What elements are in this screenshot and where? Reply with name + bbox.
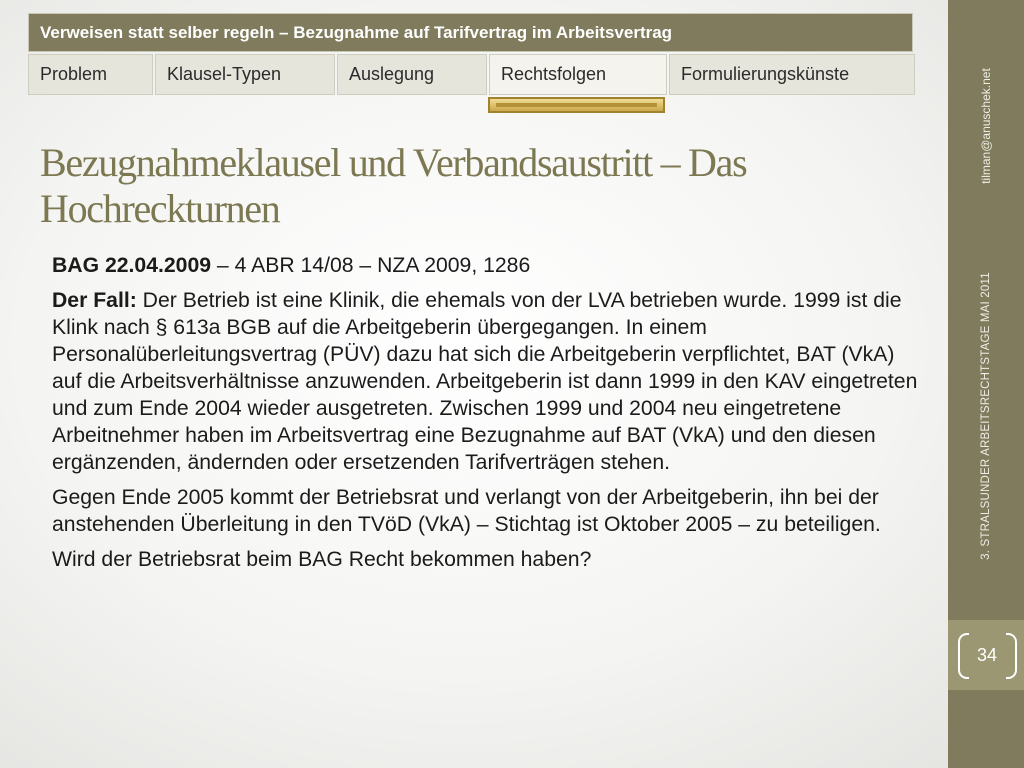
citation-reference: – 4 ABR 14/08 – NZA 2009, 1286 (211, 254, 531, 277)
author-email: tilman@anuschek.net (979, 68, 993, 184)
active-tab-indicator (488, 97, 665, 113)
tab-auslegung[interactable]: Auslegung (337, 54, 487, 95)
tab-klausel-typen[interactable]: Klausel-Typen (155, 54, 335, 95)
event-footer: 3. STRALSUNDER ARBEITSRECHTSTAGE MAI 2011 (980, 272, 992, 560)
nav-tabs (28, 54, 915, 95)
slide-title: Bezugnahmeklausel und Verbandsaustritt – Das Hochreckturnen (40, 140, 747, 231)
paragraph-works-council: Gegen Ende 2005 kommt der Betriebsrat und verlangt von der Arbeitgeberin, ihn bei der anstehenden Überleitung in den TVöD (VkA) – Stichtag ist Oktober 2005 – zu beteiligen. (52, 486, 881, 536)
tab-problem[interactable]: Problem (28, 54, 153, 95)
tab-formulierungskuenste[interactable]: Formulierungskünste (669, 54, 915, 95)
case-label: Der Fall: (52, 289, 137, 312)
case-paragraph (52, 287, 922, 476)
citation (52, 252, 922, 279)
nav-header: Verweisen statt selber regeln – Bezugnahme auf Tarifvertrag im Arbeitsvertrag (28, 13, 913, 52)
page-number: 34 (976, 644, 998, 665)
tab-rechtsfolgen[interactable]: Rechtsfolgen (489, 54, 667, 95)
paragraph-question: Wird der Betriebsrat beim BAG Recht bekommen haben? (52, 548, 592, 571)
slide-content (52, 252, 922, 581)
case-text: Der Betrieb ist eine Klinik, die ehemals von der LVA betrieben wurde. 1999 ist die Klink nach § 613a BGB auf die Arbeitgeberin übergegangen. In einem Personalüberleitungsvertrag (PÜV) dazu hat sich die Arbeitgeberin verpflichtet, BAT (VkA) auf die Arbeitsverhältnisse anzuwenden. Arbeitgeberin ist dann 1999 in den KAV eingetreten und zum Ende 2004 wieder ausgetreten. Zwischen 1999 und 2004 neu eingetretene Arbeitnehmer haben im Arbeitsvertrag eine Bezugnahme auf BAT (VkA) und den diesen ergänzenden, ändernden oder ersetzenden Tarifverträgen stehen. (52, 289, 918, 474)
citation-date: BAG 22.04.2009 (52, 254, 212, 277)
